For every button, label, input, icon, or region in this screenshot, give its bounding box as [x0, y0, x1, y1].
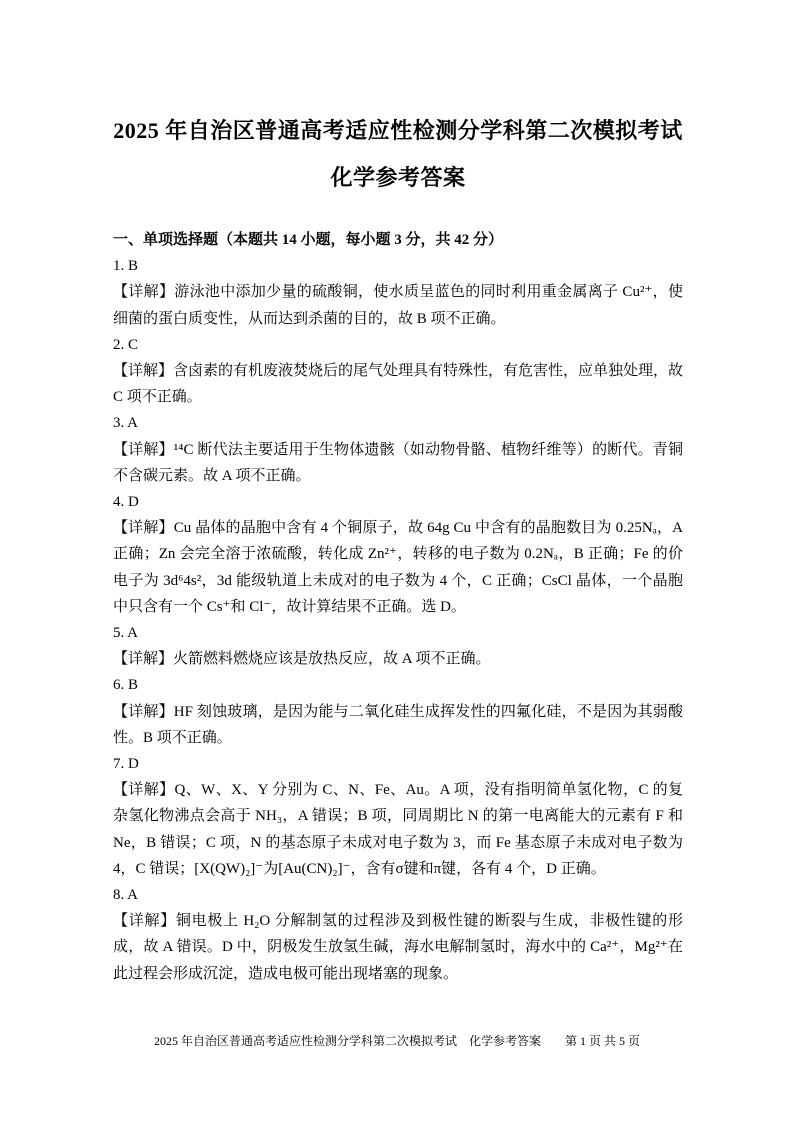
question-answer: 1. B: [113, 258, 139, 275]
question-answer: 5. A: [113, 625, 139, 642]
question-block-2: [113, 332, 683, 411]
question-answer: 8. A: [113, 887, 139, 904]
question-detail: 【详解】铜电极上 H₂O 分解制氢的过程涉及到极性键的断裂与生成，非极性键的形成，故 A 错误。D 中，阴极发生放氢生碱，海水电解制氢时，海水中的 Ca²⁺，Mg²⁺在此过程会形成沉淀，造成电极可能出现堵塞的现象。: [113, 913, 683, 982]
question-detail: 【详解】游泳池中添加少量的硫酸铜，使水质呈蓝色的同时利用重金属离子 Cu²⁺，使细菌的蛋白质变性，从而达到杀菌的目的，故 B 项不正确。: [113, 284, 683, 327]
question-answer: 2. C: [113, 336, 139, 353]
question-block-5: [113, 620, 683, 672]
question-detail: 【详解】含卤素的有机废液焚烧后的尾气处理具有特殊性，有危害性，应单独处理，故 C 项不正确。: [113, 363, 684, 406]
question-block-7: [113, 751, 683, 882]
question-detail: 【详解】Q、W、X、Y 分别为 C、N、Fe、Au。A 项，没有指明简单氢化物，C 的复杂氢化物沸点会高于 NH₃，A 错误；B 项，同周期比 N 的第一电离能大的元素有 F 和 Ne，B 错误；C 项，N 的基态原子未成对电子数为 3，而 Fe 基态原子未成对电子数为 4，C 错误；[X(QW)₂]⁻为[Au(CN)₂]⁻，含有σ键和π键，各有 4 个，D 正确。: [113, 782, 683, 877]
question-detail: 【详解】火箭燃料燃烧应该是放热反应，故 A 项不正确。: [113, 651, 491, 668]
question-answer: 3. A: [113, 415, 139, 432]
question-answer: 7. D: [113, 756, 139, 773]
question-answer: 6. B: [113, 677, 139, 694]
question-detail: 【详解】Cu 晶体的晶胞中含有 4 个铜原子，故 64g Cu 中含有的晶胞数目为 0.25Nₐ，A 正确；Zn 会完全溶于浓硫酸，转化成 Zn²⁺，转移的电子数为 0.2Nₐ，B 正确；Fe 的价电子为 3d⁶4s²，3d 能级轨道上未成对的电子数为 4 个，C 正确；CsCl 晶体，一个晶胞中只含有一个 Cs⁺和 Cl⁻，故计算结果不正确。选 D。: [113, 520, 683, 615]
question-detail: 【详解】HF 刻蚀玻璃，是因为能与二氧化硅生成挥发性的四氟化硅，不是因为其弱酸性。B 项不正确。: [113, 703, 683, 746]
question-block-3: [113, 410, 683, 489]
section-heading: 一、单项选择题（本题共 14 小题，每小题 3 分，共 42 分）: [113, 232, 504, 248]
question-block-8: [113, 882, 683, 987]
doc-title-line2: 化学参考答案: [330, 165, 466, 190]
question-block-1: [113, 253, 683, 332]
question-block-4: [113, 489, 683, 620]
question-block-6: [113, 672, 683, 751]
doc-title-line1: 2025 年自治区普通高考适应性检测分学科第二次模拟考试: [113, 118, 683, 143]
page-footer: 2025 年自治区普通高考适应性检测分学科第二次模拟考试 化学参考答案 第 1 页 共 5 页: [153, 1034, 640, 1048]
question-detail: 【详解】¹⁴C 断代法主要适用于生物体遗骸（如动物骨骼、植物纤维等）的断代。青铜不含碳元素。故 A 项不正确。: [113, 441, 683, 484]
question-answer: 4. D: [113, 494, 139, 511]
